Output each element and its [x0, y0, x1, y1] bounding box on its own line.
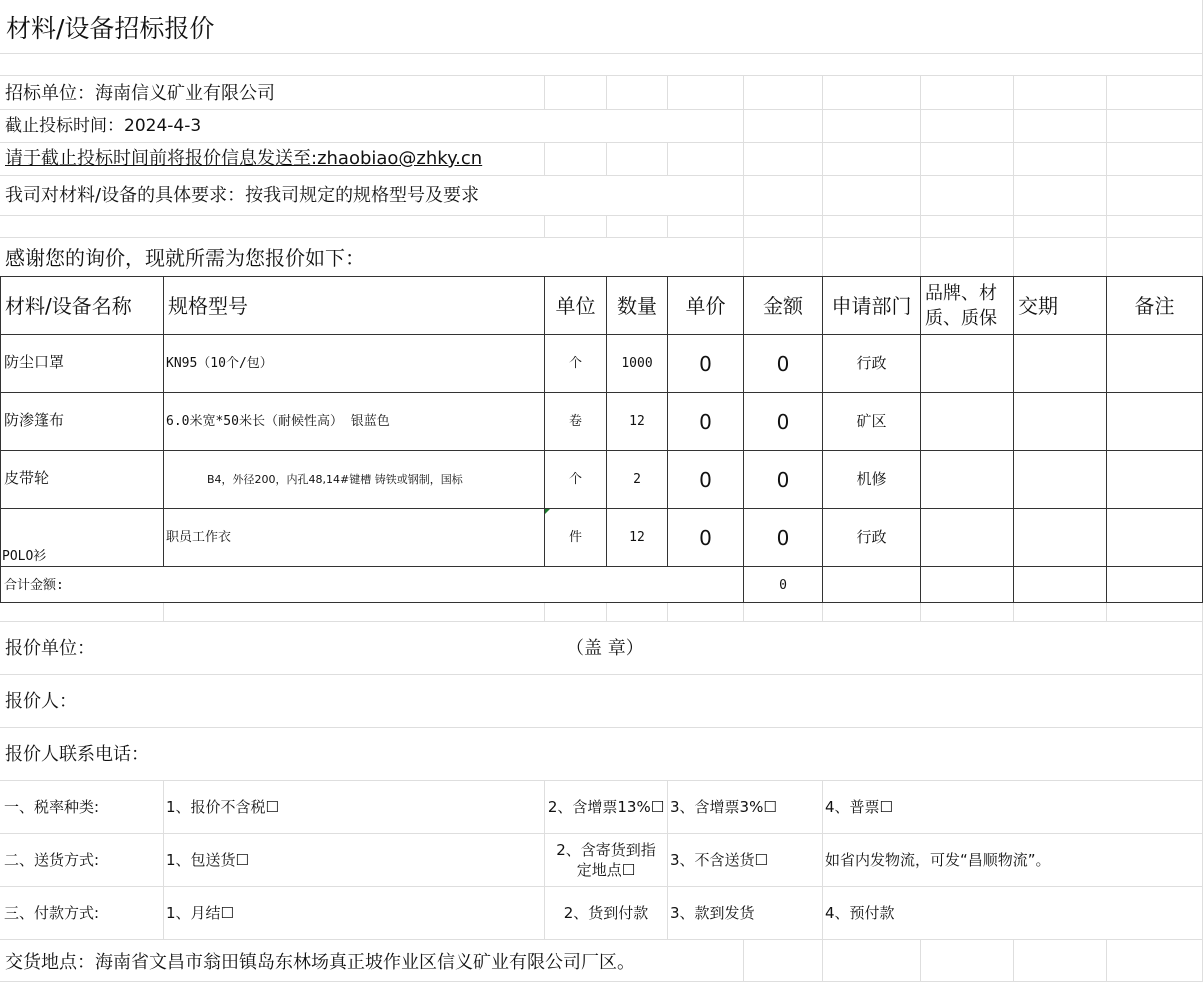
row1-dept: 行政: [856, 354, 887, 372]
table-border: [0, 450, 1203, 451]
row3-unit: 个: [568, 472, 582, 487]
table-border: [163, 276, 164, 567]
grid-line: [0, 833, 1203, 834]
header-brand-line1: 品牌、材: [925, 283, 997, 304]
header-unit: 单位: [555, 294, 596, 318]
grid-line: [1106, 75, 1107, 276]
row3-price[interactable]: 0: [699, 468, 712, 492]
row2-spec: 6.0米宽*50米长（耐候性高） 银蓝色: [166, 414, 390, 429]
grid-line: [0, 75, 1203, 76]
ship-option-3[interactable]: 3、不含送货☐: [670, 851, 768, 869]
grid-line: [920, 602, 921, 621]
grid-line: [822, 602, 823, 621]
pay-option-4[interactable]: 4、预付款: [825, 904, 895, 922]
table-border: [920, 276, 921, 603]
row1-name: 防尘口罩: [4, 353, 65, 371]
grid-line: [920, 75, 921, 276]
bidder-line: 招标单位：海南信义矿业有限公司: [5, 83, 275, 104]
grid-line: [0, 727, 1203, 728]
grid-line: [544, 75, 545, 109]
grid-line: [0, 109, 1203, 110]
header-spec: 规格型号: [168, 294, 248, 318]
grid-line: [0, 886, 1203, 887]
row2-unit: 卷: [568, 414, 582, 429]
header-remark: 备注: [1134, 294, 1175, 318]
row1-price[interactable]: 0: [699, 352, 712, 376]
row2-name: 防渗篷布: [4, 411, 65, 429]
row3-qty: 2: [633, 472, 641, 487]
requirement-line: 我司对材料/设备的具体要求：按我司规定的规格型号及要求: [5, 185, 480, 206]
ship-option-2-line1[interactable]: 2、含寄货到指: [556, 841, 656, 859]
grid-line: [667, 142, 668, 175]
header-dept: 申请部门: [831, 294, 912, 318]
table-border: [1013, 276, 1014, 603]
ship-label: 二、送货方式:: [4, 851, 100, 869]
total-value: 0: [779, 578, 787, 593]
grid-line: [1013, 939, 1014, 982]
total-label: 合计金额:: [4, 578, 64, 593]
row3-spec: B4，外径200，内孔48,14#键槽 铸铁或钢制，国标: [207, 473, 463, 486]
header-qty: 数量: [617, 294, 657, 318]
row1-qty: 1000: [621, 356, 653, 371]
grid-line: [743, 939, 744, 982]
row2-dept: 矿区: [856, 412, 887, 430]
grid-line: [822, 780, 823, 939]
grid-line: [0, 939, 1203, 940]
grid-line: [822, 75, 823, 276]
row4-price[interactable]: 0: [699, 526, 712, 550]
header-name: 材料/设备名称: [5, 294, 132, 318]
row2-qty: 12: [629, 414, 645, 429]
row1-spec: KN95（10个/包）: [166, 356, 273, 371]
grid-line: [0, 780, 1203, 781]
grid-line: [822, 939, 823, 982]
ship-option-1[interactable]: 1、包送货☐: [166, 851, 249, 869]
grid-line: [606, 215, 607, 237]
deadline-line: 截止投标时间：2024-4-3: [5, 116, 202, 136]
header-price: 单价: [685, 294, 726, 318]
grid-line: [163, 602, 164, 621]
grid-line: [0, 237, 1203, 238]
table-border: [0, 276, 1203, 277]
table-border: [0, 392, 1203, 393]
tax-option-3[interactable]: 3、含增票3%☐: [670, 798, 777, 816]
grid-line: [0, 175, 1203, 176]
grid-line: [743, 75, 744, 276]
tax-label: 一、税率种类:: [4, 798, 100, 816]
row1-amount: 0: [776, 352, 790, 376]
grid-line: [1106, 939, 1107, 982]
grid-line: [743, 602, 744, 621]
row3-dept: 机修: [856, 470, 887, 488]
grid-line: [667, 602, 668, 621]
row4-qty: 12: [629, 530, 645, 545]
tax-option-2[interactable]: 2、含增票13%☐: [547, 798, 665, 816]
row4-spec: 职员工作衣: [166, 530, 232, 545]
grid-line: [0, 142, 1203, 143]
pay-option-3[interactable]: 3、款到发货: [670, 904, 755, 922]
thanks-line: 感谢您的询价，现就所需为您报价如下：: [5, 246, 365, 270]
row4-unit: 件: [568, 530, 582, 545]
grid-line: [606, 75, 607, 109]
grid-line: [0, 215, 1203, 216]
grid-line: [0, 674, 1203, 675]
ship-option-4: 如省内发物流，可发“昌顺物流”。: [825, 851, 1051, 869]
quote-phone: 报价人联系电话：: [5, 744, 149, 765]
table-border: [1106, 276, 1107, 603]
grid-line: [544, 602, 545, 621]
row2-amount: 0: [776, 410, 790, 434]
grid-line: [0, 53, 1203, 54]
ship-option-2-line2[interactable]: 定地点☐: [576, 861, 636, 879]
quote-company: 报价单位：: [5, 638, 95, 659]
header-brand-line2: 质、质保: [925, 308, 997, 329]
quote-person: 报价人：: [5, 691, 77, 712]
row1-unit: 个: [568, 356, 582, 371]
grid-line: [606, 142, 607, 175]
grid-line: [667, 215, 668, 237]
row3-amount: 0: [776, 468, 790, 492]
grid-line: [1106, 602, 1107, 621]
grid-line: [606, 602, 607, 621]
grid-line: [544, 142, 545, 175]
grid-line: [163, 780, 164, 939]
header-amount: 金额: [763, 294, 803, 318]
grid-line: [667, 75, 668, 109]
header-delivery: 交期: [1018, 294, 1058, 318]
delivery-place: 交货地点：海南省文昌市翁田镇岛东林场真正坡作业区信义矿业有限公司厂区。: [5, 952, 635, 973]
grid-line: [1013, 75, 1014, 276]
grid-line: [667, 780, 668, 939]
table-border: [0, 566, 1203, 567]
table-border: [743, 276, 744, 603]
grid-line: [0, 621, 1203, 622]
row3-name: 皮带轮: [4, 469, 50, 487]
pay-label: 三、付款方式:: [4, 904, 100, 922]
grid-line: [920, 939, 921, 982]
table-border: [0, 276, 1, 603]
pay-option-2[interactable]: 2、货到付款: [563, 904, 649, 922]
seal-label: （盖 章）: [566, 638, 644, 659]
grid-line: [544, 215, 545, 237]
row4-dept: 行政: [856, 528, 887, 546]
row4-name: POLO衫: [2, 549, 47, 564]
row4-amount: 0: [776, 526, 790, 550]
row2-price[interactable]: 0: [699, 410, 712, 434]
table-border: [822, 276, 823, 603]
pay-option-1[interactable]: 1、月结☐: [166, 904, 234, 922]
table-border: [0, 334, 1203, 335]
email-link[interactable]: 请于截止投标时间前将报价信息发送至:zhaobiao@zhky.cn: [5, 148, 483, 169]
tax-option-4[interactable]: 4、普票☐: [825, 798, 893, 816]
tax-option-1[interactable]: 1、报价不含税☐: [166, 798, 279, 816]
table-border: [0, 508, 1203, 509]
comment-marker-icon: [545, 509, 550, 514]
page-title: 材料/设备招标报价: [6, 14, 215, 43]
grid-line: [1013, 602, 1014, 621]
table-border: [0, 602, 1203, 603]
